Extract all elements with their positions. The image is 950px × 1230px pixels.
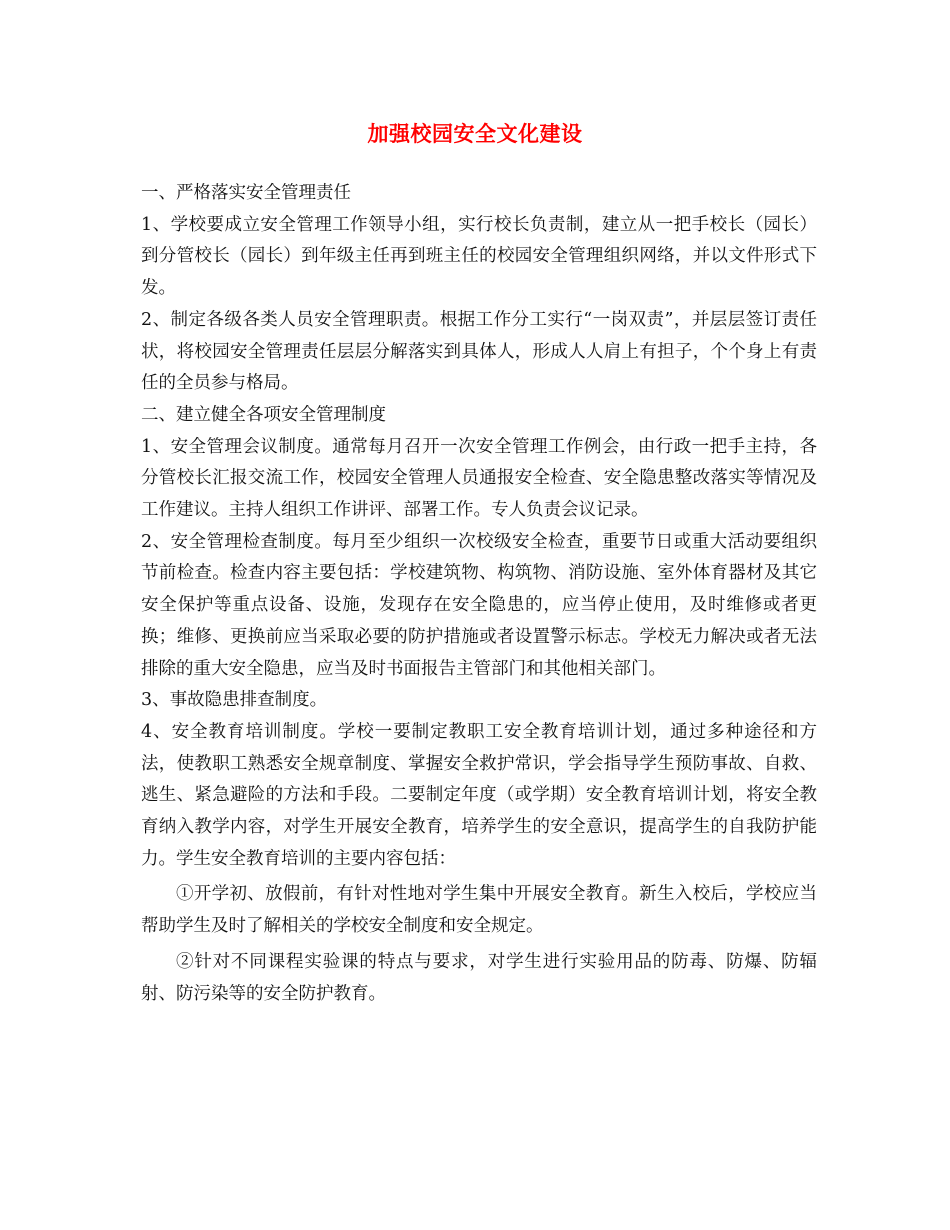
list-item: ①开学初、放假前，有针对性地对学生集中开展安全教育。新生入校后，学校应当帮助学生及时了解相关的学校安全制度和安全规定。 [141,884,817,937]
section-heading-2: 二、建立健全各项安全管理制度 [141,404,386,425]
paragraph: 3、事故隐患排查制度。 [141,690,328,711]
section-heading-1: 一、严格落实安全管理责任 [141,183,351,203]
paragraph: 1、安全管理会议制度。通常每月召开一次安全管理工作例会，由行政一把手主持，各分管校长汇报交流工作，校园安全管理人员通报安全检查、安全隐患整改落实等情况及工作建议。主持人组织工作讲评、部署工作。专人负责会议记录。 [141,436,817,521]
paragraph: 2、制定各级各类人员安全管理职责。根据工作分工实行“一岗双责”，并层层签订责任状，将校园安全管理责任层层分解落实到具体人，形成人人肩上有担子，个个身上有责任的全员参与格局。 [141,309,817,394]
document-title: 加强校园安全文化建设 [367,122,583,146]
paragraph: 4、安全教育培训制度。学校一要制定教职工安全教育培训计划，通过多种途径和方法，使教职工熟悉安全规章制度、掌握安全救护常识，学会指导学生预防事故、自救、逃生、紧急避险的方法和手段。二要制定年度（或学期）安全教育培训计划，将安全教育纳入教学内容，对学生开展安全教育，培养学生的安全意识，提高学生的自我防护能力。学生安全教育培训的主要内容包括： [141,721,817,869]
paragraph: 2、安全管理检查制度。每月至少组织一次校级安全检查，重要节日或重大活动要组织节前检查。检查内容主要包括：学校建筑物、构筑物、消防设施、室外体育器材及其它安全保护等重点设备、设施，发现存在安全隐患的，应当停止使用，及时维修或者更换；维修、更换前应当采取必要的防护措施或者设置警示标志。学校无力解决或者无法排除的重大安全隐患，应当及时书面报告主管部门和其他相关部门。 [141,531,817,679]
document-body [141,178,817,1010]
list-item: ②针对不同课程实验课的特点与要求，对学生进行实验用品的防毒、防爆、防辐射、防污染等的安全防护教育。 [141,951,817,1004]
paragraph: 1、学校要成立安全管理工作领导小组，实行校长负责制，建立从一把手校长（园长）到分管校长（园长）到年级主任再到班主任的校园安全管理组织网络，并以文件形式下发。 [141,214,817,299]
